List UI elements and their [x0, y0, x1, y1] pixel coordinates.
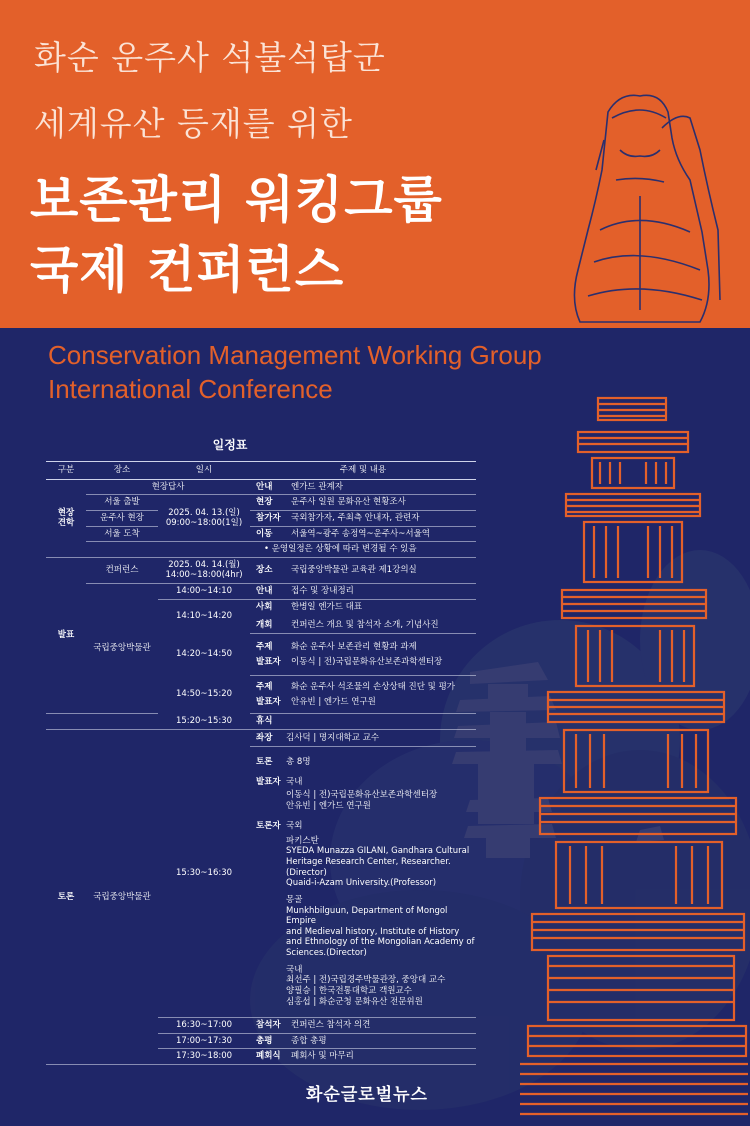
discussant-line: Sciences.(Director) — [286, 948, 367, 958]
english-title-line-1: Conservation Management Working Group — [48, 340, 542, 370]
item-key: 사회 — [256, 601, 273, 612]
chair-line — [250, 733, 476, 747]
item-value: 김사덕 | 명지대학교 교수 — [286, 733, 380, 743]
break-label: 휴식 — [250, 714, 476, 730]
item-value: 한병일 엔가드 대표 — [291, 601, 363, 612]
item-key: 참석자 — [250, 1018, 289, 1034]
discussant-line: Quaid-i-Azam University.(Professor) — [286, 878, 437, 889]
subtitle-line-2: 세계유산 등재를 위한 — [34, 104, 353, 143]
date-text: 2025. 04. 14.(월) — [168, 559, 240, 570]
item-key: 좌장 — [256, 733, 273, 743]
title-line-1: 보존관리 워킹그룹 — [30, 171, 443, 229]
schedule-title: 일정표 — [212, 438, 248, 452]
item-key: 주제 — [256, 641, 273, 652]
section-field-trip — [46, 479, 86, 557]
time-text: 09:00~18:00(1일) — [165, 518, 243, 529]
discussants-line — [256, 821, 476, 832]
header-datetime: 일시 — [158, 462, 250, 480]
item-value: 이동식 | 전)국립문화유산보존과학센터장 — [289, 655, 476, 676]
country-heading: 몽골 — [286, 894, 303, 905]
time-cell: 14:20~14:50 — [175, 649, 233, 660]
item-value: 국외참가자, 주최측 안내자, 관련자 — [289, 510, 476, 526]
item-value: 국립중앙박물관 교육관 제1강의실 — [289, 557, 476, 583]
item-key: 안내 — [250, 479, 289, 495]
discussant-line: Munkhbilguun, Department of Mongol Empire — [286, 905, 448, 927]
item-key: 주제 — [256, 682, 273, 693]
time-cell: 14:50~15:20 — [175, 689, 233, 700]
table-row — [46, 479, 476, 495]
time-text: 14:00~18:00(4hr) — [165, 570, 243, 581]
table-row — [46, 557, 476, 583]
item-value: 컨퍼런스 개요 및 참석자 소개, 기념사진 — [289, 614, 476, 633]
item-value: 컨퍼런스 참석자 의견 — [289, 1018, 476, 1034]
place-cell: 컨퍼런스 — [86, 557, 158, 583]
country-heading: 국내 — [286, 964, 303, 975]
presenters-line — [256, 777, 476, 788]
english-title-line-2: International Conference — [48, 374, 333, 404]
item-key: 개회 — [250, 614, 289, 633]
item-key: 폐회식 — [250, 1049, 289, 1065]
country-heading: 파키스탄 — [286, 835, 319, 846]
item-value: 엔가드 관계자 — [289, 479, 476, 495]
item-key: 발표자 — [250, 695, 289, 714]
table-row — [46, 584, 476, 600]
discussant-line: and Medieval history, Institute of History — [286, 926, 460, 937]
time-cell: 14:10~14:20 — [175, 611, 233, 622]
item-value: 총 8명 — [286, 756, 311, 767]
section-discussion: 토론 — [46, 730, 86, 1065]
header-topic: 주제 및 내용 — [250, 462, 476, 480]
place-cell: 서울 출발 — [86, 495, 158, 511]
place-cell: 서울 도착 — [86, 526, 158, 542]
item-value: 안유빈 | 엔가드 연구원 — [289, 695, 476, 714]
time-cell: 17:30~18:00 — [158, 1049, 250, 1065]
item-key: 이동 — [250, 526, 289, 542]
datetime-cell — [158, 495, 250, 542]
item-key: 안내 — [250, 584, 289, 600]
item-key: 토론 — [256, 756, 273, 767]
presenter-line: 안유빈 | 엔가드 연구원 — [286, 800, 371, 811]
buddha-statue-illustration — [574, 95, 720, 322]
item-key: 장소 — [250, 557, 289, 583]
discussion-content — [250, 730, 476, 1018]
item-key: 현장 — [250, 495, 289, 511]
time-cell: 15:30~16:30 — [158, 730, 250, 1018]
time-cell: 16:30~17:00 — [158, 1018, 250, 1034]
schedule-table — [46, 461, 476, 1065]
discussant-line: 심홍섭 | 화순군청 문화유산 전문위원 — [286, 996, 423, 1007]
item-value: 접수 및 장내정리 — [289, 584, 476, 600]
item-value: 화순 운주사 석조물의 손상상태 진단 및 평가 — [291, 682, 456, 693]
discussant-line: 양필승 | 한국전통대학교 객원교수 — [286, 985, 412, 996]
datetime-cell — [158, 557, 250, 583]
header-category: 구분 — [46, 462, 86, 480]
presenter-line: 이동식 | 전)국립문화유산보존과학센터장 — [286, 789, 438, 800]
total-line — [256, 757, 476, 768]
publisher-logo-text: 화순글로벌뉴스 — [306, 1085, 428, 1105]
place-cell: 국립중앙박물관 — [86, 584, 158, 714]
discussant-line: SYEDA Munazza GILANI, Gandhara Cultural — [286, 846, 470, 857]
place-cell: 운주사 현장 — [86, 510, 158, 526]
table-row — [46, 526, 476, 542]
item-value: 운주사 일원 문화유산 현황조사 — [289, 495, 476, 511]
discussant-line: Heritage Research Center, Researcher.(Director) — [286, 857, 451, 878]
item-key: 총평 — [250, 1033, 289, 1049]
item-value: 화순 운주사 보존관리 현황과 과제 — [291, 641, 417, 652]
discussant-line: and Ethnology of the Mongolian Academy of — [286, 937, 475, 948]
item-value: 종합 총평 — [289, 1033, 476, 1049]
item-value: 폐회사 및 마무리 — [289, 1049, 476, 1065]
item-key: 발표자 — [250, 655, 289, 676]
item-key: 발표자 — [256, 777, 281, 788]
subtitle-line-1: 화순 운주사 석불석탑군 — [34, 38, 386, 77]
time-cell: 17:00~17:30 — [158, 1033, 250, 1049]
time-cell: 15:20~15:30 — [158, 714, 250, 730]
table-row — [46, 495, 476, 511]
table-row — [46, 510, 476, 526]
table-row — [46, 730, 476, 1018]
header-place: 장소 — [86, 462, 158, 480]
schedule-note: • 운영일정은 상황에 따라 변경될 수 있음 — [250, 542, 476, 558]
schedule-header-row — [46, 462, 476, 480]
time-cell: 14:00~14:10 — [158, 584, 250, 600]
table-row — [46, 542, 476, 558]
item-key: 토론자 — [256, 821, 281, 832]
discussants-heading: 국외 — [286, 821, 303, 832]
section-presentation: 발표 — [46, 557, 86, 714]
discussant-line: 최선주 | 전)국립경주박물관장, 중앙대 교수 — [286, 975, 446, 986]
field-trip-place: 현장답사 — [86, 479, 250, 495]
item-value: 서울역~광주 송정역~운주사~서울역 — [289, 526, 476, 542]
table-row — [46, 714, 476, 730]
title-line-2: 국제 컨퍼런스 — [30, 241, 345, 299]
date-text: 2025. 04. 13.(일) — [168, 507, 240, 518]
item-key: 참가자 — [250, 510, 289, 526]
place-cell: 국립중앙박물관 — [86, 730, 158, 1065]
section-label: 현장 견학 — [57, 507, 75, 529]
presenters-heading: 국내 — [286, 777, 303, 788]
